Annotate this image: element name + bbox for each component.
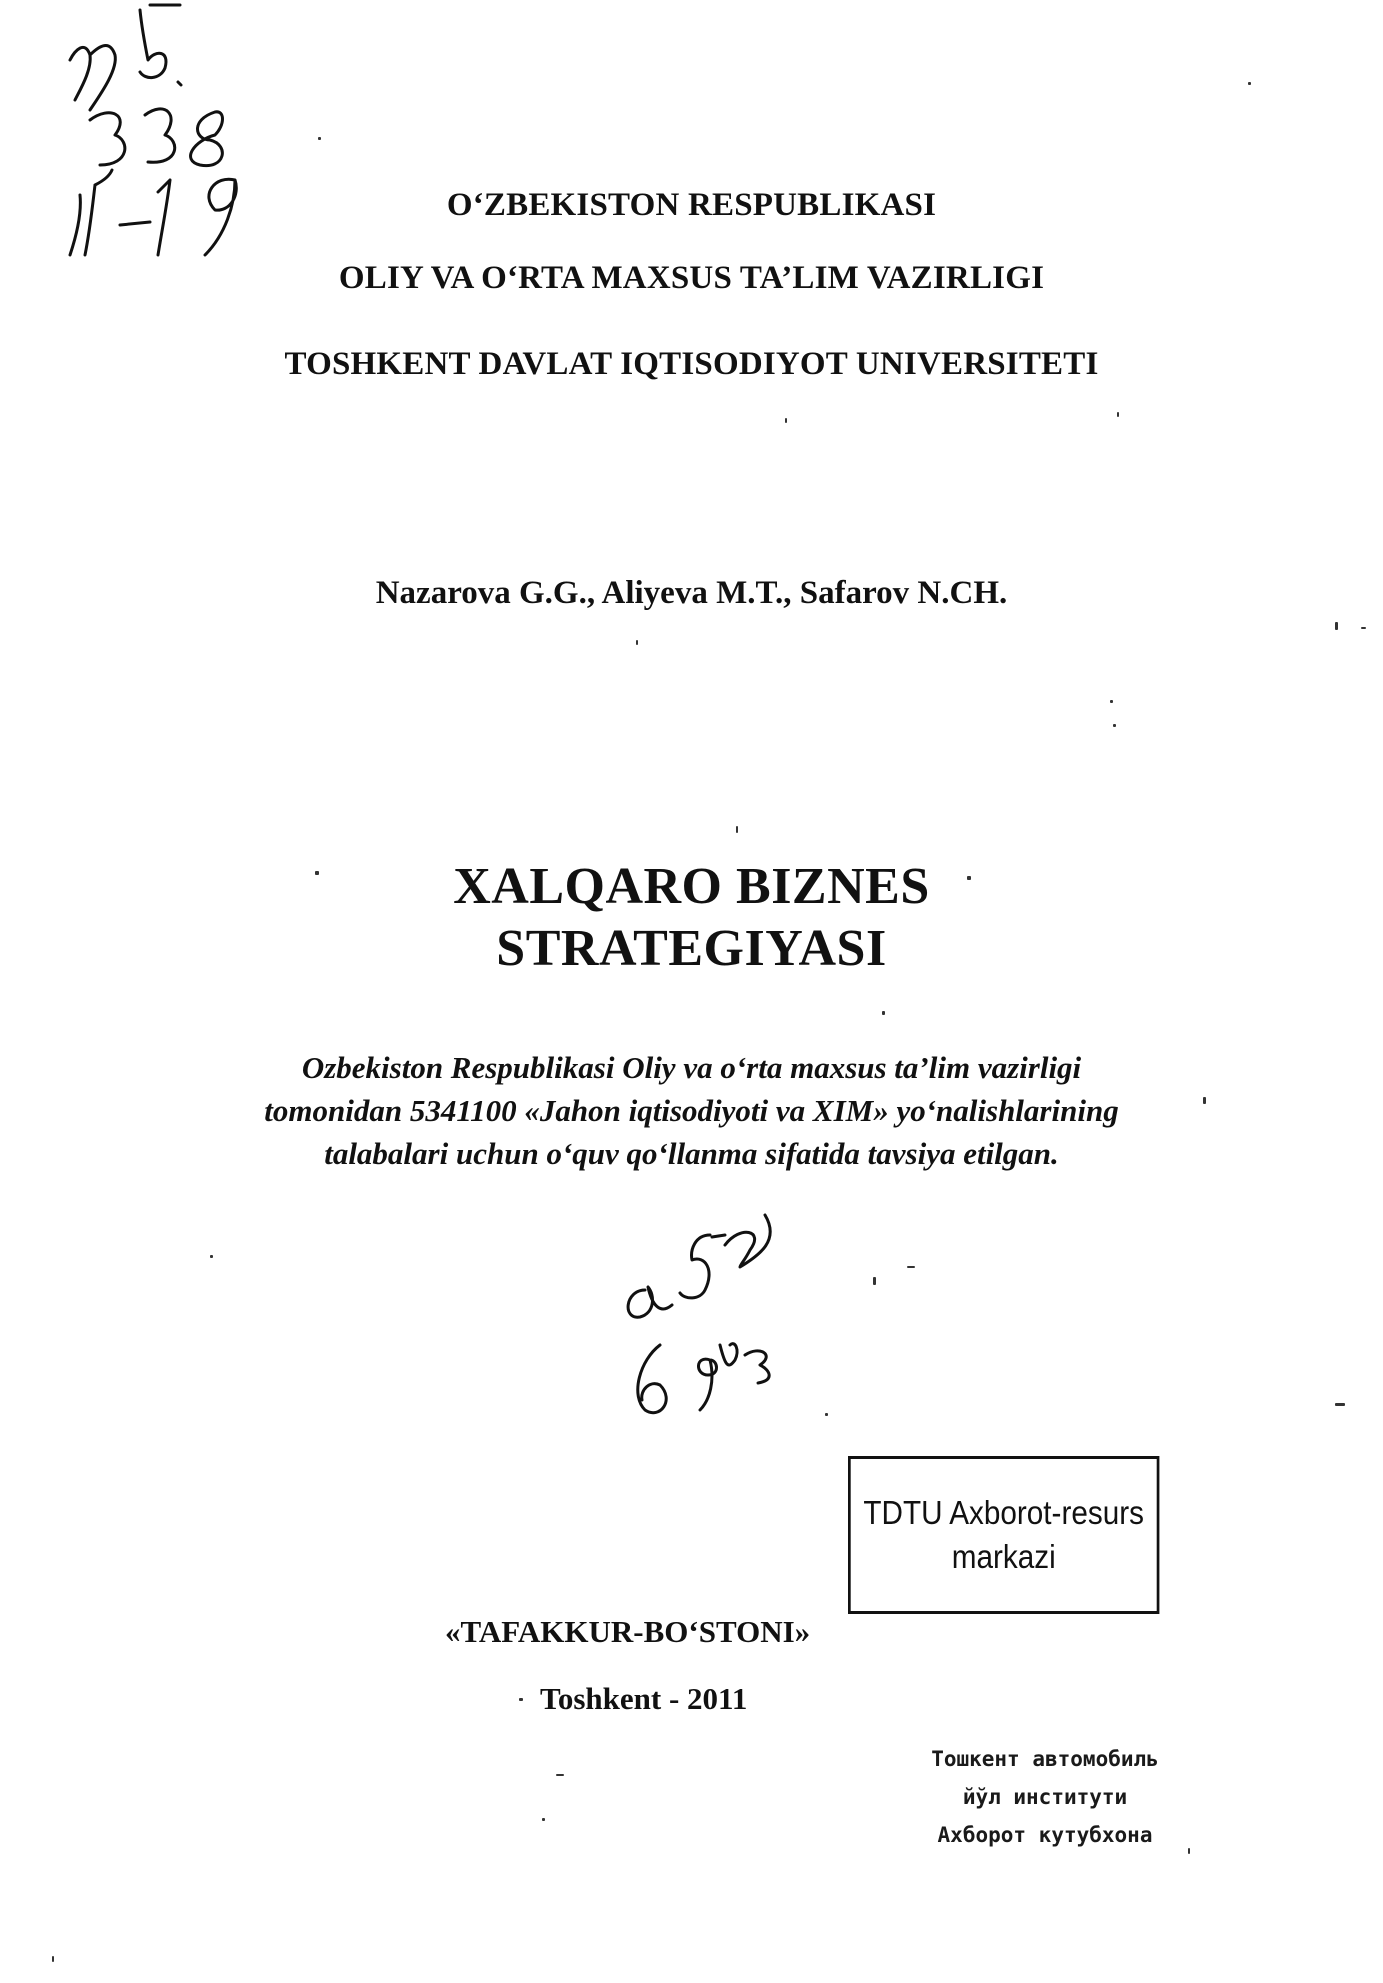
approval-note-line-3: talabalari uchun o‘quv qo‘llanma sifatida tavsiya etilgan. bbox=[324, 1136, 1059, 1171]
scan-speck bbox=[736, 826, 738, 833]
institute-stamp-line-2: йўл институти bbox=[962, 1785, 1128, 1809]
scan-speck bbox=[967, 876, 971, 880]
publisher: «TAFAKKUR-BO‘STONI» bbox=[445, 1614, 811, 1649]
scan-speck bbox=[825, 1413, 828, 1416]
handwritten-shelfmark bbox=[30, 0, 270, 270]
scan-speck bbox=[210, 1255, 213, 1258]
scan-speck bbox=[1188, 1848, 1190, 1854]
institute-stamp-line-3: Ахборот кутубхона bbox=[937, 1823, 1153, 1847]
approval-note-line-1: Ozbekiston Respublikasi Oliy va o‘rta maxsus ta’lim vazirligi bbox=[301, 1050, 1082, 1085]
scan-speck bbox=[52, 1956, 54, 1962]
approval-note-line-2: tomonidan 5341100 «Jahon iqtisodiyoti va XIM» yo‘nalishlarining bbox=[264, 1093, 1119, 1128]
scan-speck bbox=[873, 1277, 876, 1285]
scan-speck bbox=[315, 871, 319, 875]
scan-speck bbox=[1361, 627, 1366, 629]
scan-speck bbox=[1248, 82, 1251, 85]
book-title-line-2: STRATEGIYASI bbox=[496, 920, 887, 977]
scan-speck bbox=[1335, 1403, 1345, 1406]
scan-speck bbox=[1203, 1097, 1206, 1104]
library-stamp bbox=[848, 1456, 1159, 1614]
university-name: TOSHKENT DAVLAT IQTISODIYOT UNIVERSITETI bbox=[284, 346, 1099, 382]
book-title-line-1: XALQARO BIZNES bbox=[453, 858, 930, 915]
library-stamp-line-1: TDTU Axborot-resurs bbox=[863, 1494, 1144, 1531]
scan-speck bbox=[1110, 700, 1113, 703]
scan-speck bbox=[882, 1011, 885, 1015]
approval-note bbox=[0, 1046, 1383, 1175]
ministry-name: OLIY VA O‘RTA MAXSUS TA’LIM VAZIRLIGI bbox=[338, 260, 1045, 296]
institute-stamp-line-1: Тошкент автомобиль bbox=[931, 1747, 1159, 1771]
scan-speck bbox=[907, 1266, 915, 1268]
scan-speck bbox=[1113, 724, 1116, 727]
scan-speck bbox=[636, 640, 638, 645]
scan-speck bbox=[519, 1698, 523, 1701]
library-stamp-line-2: markazi bbox=[951, 1538, 1056, 1575]
scan-speck bbox=[556, 1774, 564, 1776]
book-title bbox=[0, 856, 1383, 980]
ministry-line: O‘ZBEKISTON RESPUBLIKASI bbox=[446, 187, 937, 223]
city-year: Toshkent - 2011 bbox=[540, 1681, 748, 1716]
authors: Nazarova G.G., Aliyeva M.T., Safarov N.CH. bbox=[375, 575, 1008, 611]
institute-stamp bbox=[880, 1740, 1210, 1854]
scan-speck bbox=[542, 1818, 545, 1821]
scan-speck bbox=[785, 418, 787, 423]
handwritten-annotation bbox=[600, 1195, 820, 1425]
scan-speck bbox=[1335, 622, 1338, 630]
scan-speck bbox=[1117, 412, 1119, 417]
scan-speck bbox=[318, 137, 321, 140]
